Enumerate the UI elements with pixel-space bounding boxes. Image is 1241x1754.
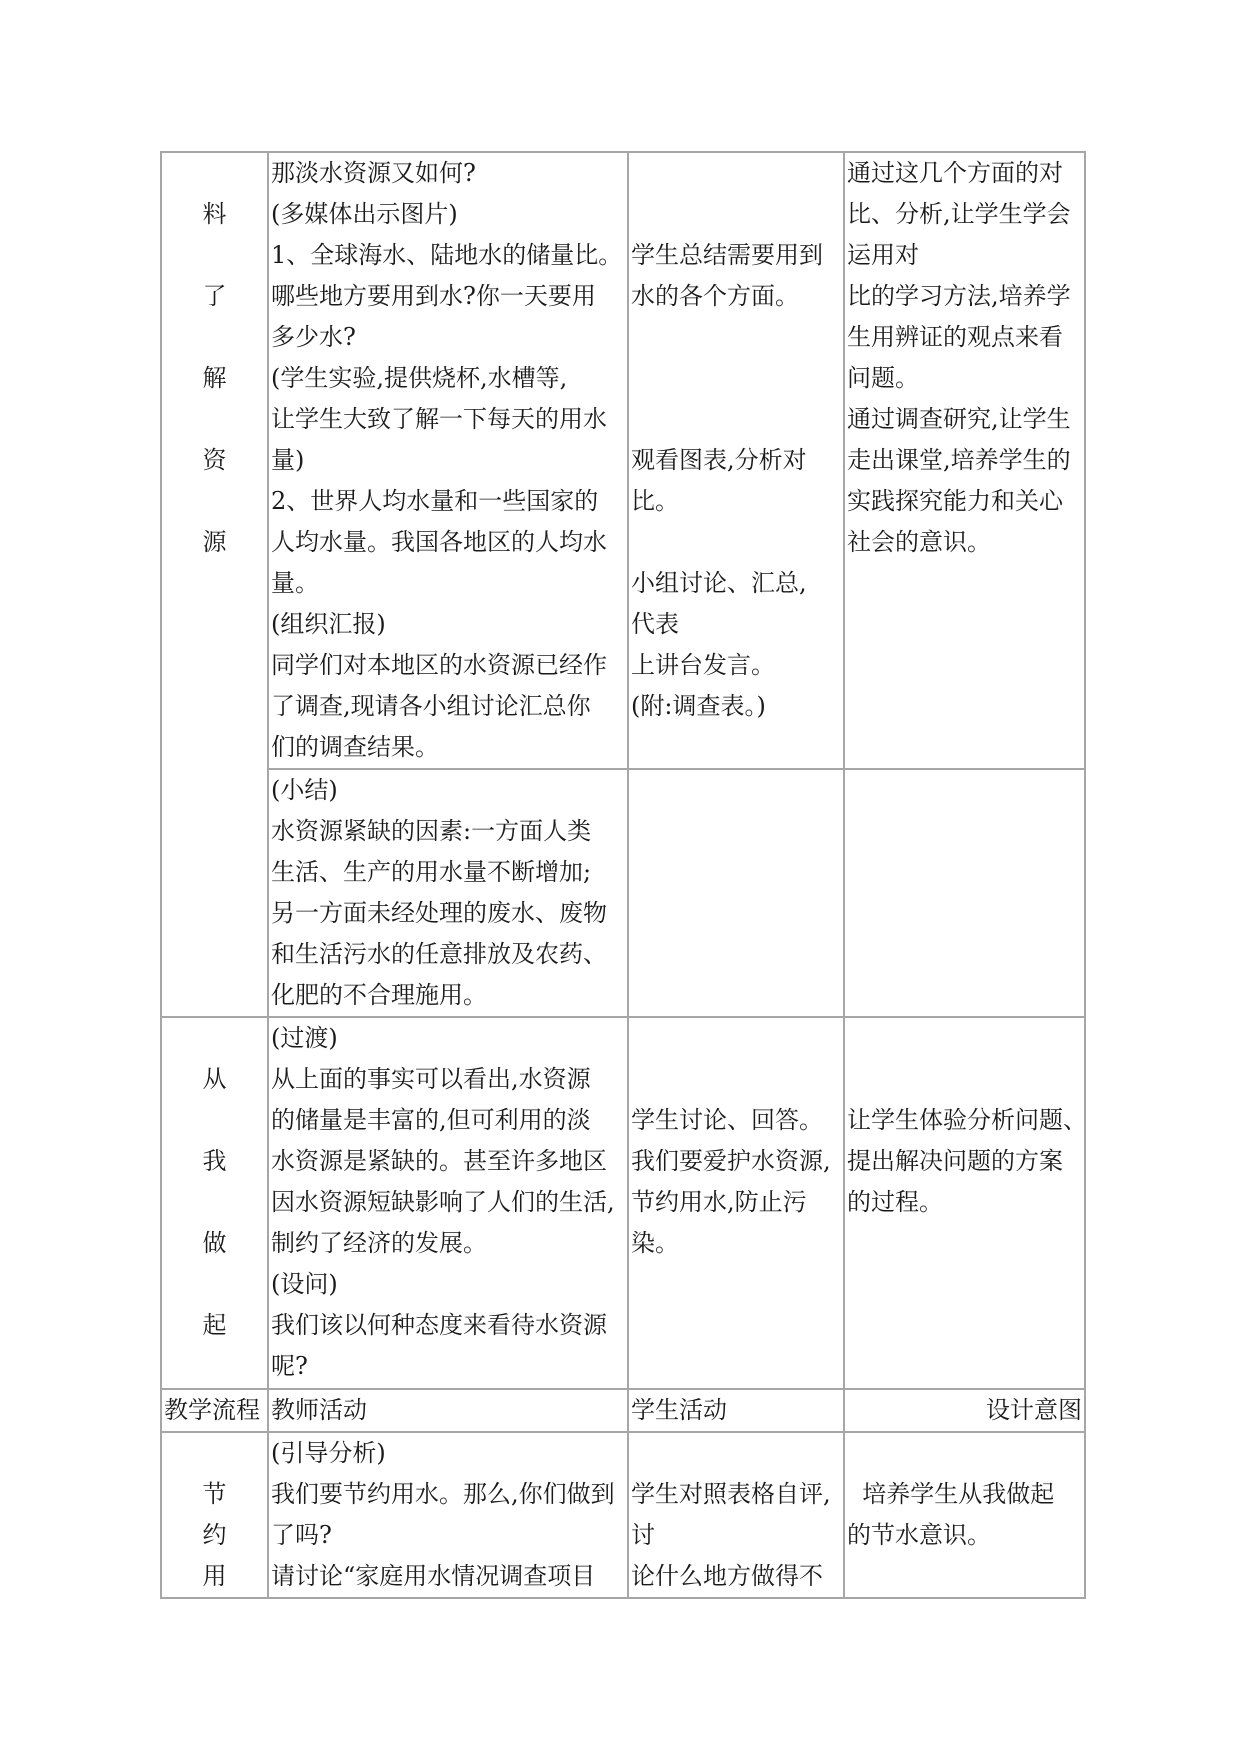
- text-line: 比、分析,让学生学会: [847, 200, 1071, 228]
- student-activity-cell: [628, 152, 844, 769]
- teacher-activity-cell: [268, 769, 628, 1017]
- process-cell: [161, 152, 268, 1017]
- student-activity-cell: [628, 769, 844, 1017]
- process-char: 从: [202, 1065, 227, 1093]
- process-char: 节: [202, 1480, 227, 1508]
- text-line: 问题。: [847, 364, 919, 392]
- text-line: 我们要爱护水资源,: [631, 1147, 831, 1175]
- text-line: 因水资源短缺影响了人们的生活,: [271, 1188, 615, 1216]
- process-char: 约: [202, 1521, 227, 1549]
- text-line: (学生实验,提供烧杯,水槽等,: [271, 364, 568, 392]
- text-line: 观看图表,分析对: [631, 446, 807, 474]
- process-char: 源: [202, 528, 227, 556]
- text-line: (多媒体出示图片): [271, 200, 458, 228]
- text-line: 水的各个方面。: [631, 282, 799, 310]
- text-line: 培养学生从我做起: [847, 1480, 1055, 1508]
- text-line: (小结): [271, 776, 338, 804]
- text-line: 比。: [631, 487, 679, 515]
- table-row: [161, 769, 1085, 1017]
- text-line: 请讨论“家庭用水情况调查项目: [271, 1562, 596, 1590]
- text-line: 的过程。: [847, 1188, 943, 1216]
- text-line: 让学生体验分析问题、: [847, 1106, 1087, 1134]
- text-line: 了调查,现请各小组讨论汇总你: [271, 692, 591, 720]
- text-line: (附:调查表。): [631, 692, 766, 720]
- text-line: 另一方面未经处理的废水、废物: [271, 899, 607, 927]
- text-line: (组织汇报): [271, 610, 386, 638]
- text-line: 2、世界人均水量和一些国家的: [271, 487, 599, 515]
- text-line: 化肥的不合理施用。: [271, 981, 487, 1009]
- text-line: 学生总结需要用到: [631, 241, 823, 269]
- teacher-activity-cell: [268, 1432, 628, 1598]
- text-line: 水资源是紧缺的。甚至许多地区: [271, 1147, 607, 1175]
- text-line: 生用辨证的观点来看: [847, 323, 1063, 351]
- text-line: (过渡): [271, 1024, 338, 1052]
- text-line: 生活、生产的用水量不断增加;: [271, 858, 592, 886]
- text-line: 制约了经济的发展。: [271, 1229, 487, 1257]
- text-line: 1、全球海水、陆地水的储量比。: [271, 241, 623, 269]
- text-line: 染。: [631, 1229, 679, 1257]
- text-line: 的储量是丰富的,但可利用的淡: [271, 1106, 591, 1134]
- student-activity-cell: [628, 1432, 844, 1598]
- text-line: 哪些地方要用到水?你一天要用: [271, 282, 596, 310]
- process-char: 起: [202, 1311, 227, 1339]
- text-line: 节约用水,防止污: [631, 1188, 807, 1216]
- text-line: 我们要节约用水。那么,你们做到: [271, 1480, 615, 1508]
- header-student: 学生活动: [628, 1389, 844, 1432]
- text-line: 上讲台发言。: [631, 651, 775, 679]
- text-line: 从上面的事实可以看出,水资源: [271, 1065, 591, 1093]
- text-line: 提出解决问题的方案: [847, 1147, 1063, 1175]
- teacher-activity-cell: [268, 1017, 628, 1389]
- text-line: 通过这几个方面的对: [847, 159, 1063, 187]
- table-row: [161, 152, 1085, 769]
- process-char: 了: [202, 282, 227, 310]
- text-line: 学生讨论、回答。: [631, 1106, 823, 1134]
- text-line: 走出课堂,培养学生的: [847, 446, 1071, 474]
- text-line: 社会的意识。: [847, 528, 991, 556]
- table-header-row: [161, 1389, 1085, 1432]
- text-line: 呢?: [271, 1352, 308, 1380]
- text-line: 小组讨论、汇总,: [631, 569, 807, 597]
- text-line: 通过调查研究,让学生: [847, 405, 1071, 433]
- design-intent-cell: [844, 1432, 1085, 1598]
- text-line: 实践探究能力和关心: [847, 487, 1063, 515]
- text-line: 代表: [631, 610, 679, 638]
- process-char: 做: [202, 1229, 227, 1257]
- text-line: 学生对照表格自评,: [631, 1480, 831, 1508]
- text-line: 多少水?: [271, 323, 356, 351]
- text-line: 水资源紧缺的因素:一方面人类: [271, 817, 592, 845]
- text-line: (设问): [271, 1270, 338, 1298]
- design-intent-cell: [844, 152, 1085, 769]
- lesson-plan-table: [160, 151, 1086, 1599]
- process-char: 解: [202, 364, 227, 392]
- text-line: 那淡水资源又如何?: [271, 159, 476, 187]
- process-char: 资: [202, 446, 227, 474]
- design-intent-cell: [844, 1017, 1085, 1389]
- process-char: 料: [202, 200, 227, 228]
- text-line: 人均水量。我国各地区的人均水: [271, 528, 607, 556]
- text-line: 了吗?: [271, 1521, 332, 1549]
- student-activity-cell: [628, 1017, 844, 1389]
- text-line: 们的调查结果。: [271, 733, 439, 761]
- text-line: 讨: [631, 1521, 655, 1549]
- process-cell: [161, 1432, 268, 1598]
- teacher-activity-cell: [268, 152, 628, 769]
- text-line: 比的学习方法,培养学: [847, 282, 1071, 310]
- text-line: 量。: [271, 569, 319, 597]
- header-process: 教学流程: [161, 1389, 268, 1432]
- text-line: 我们该以何种态度来看待水资源: [271, 1311, 607, 1339]
- text-line: 的节水意识。: [847, 1521, 991, 1549]
- table-row: [161, 1017, 1085, 1389]
- text-line: 论什么地方做得不: [631, 1562, 823, 1590]
- design-intent-cell: [844, 769, 1085, 1017]
- process-char: 我: [202, 1147, 227, 1175]
- text-line: 同学们对本地区的水资源已经作: [271, 651, 607, 679]
- header-design: 设计意图: [844, 1389, 1085, 1432]
- table-row: [161, 1432, 1085, 1598]
- text-line: 量): [271, 446, 305, 474]
- header-teacher: 教师活动: [268, 1389, 628, 1432]
- text-line: 让学生大致了解一下每天的用水: [271, 405, 607, 433]
- text-line: 和生活污水的任意排放及农药、: [271, 940, 607, 968]
- text-line: (引导分析): [271, 1439, 386, 1467]
- text-line: 运用对: [847, 241, 919, 269]
- process-char: 用: [202, 1562, 227, 1590]
- process-cell: [161, 1017, 268, 1389]
